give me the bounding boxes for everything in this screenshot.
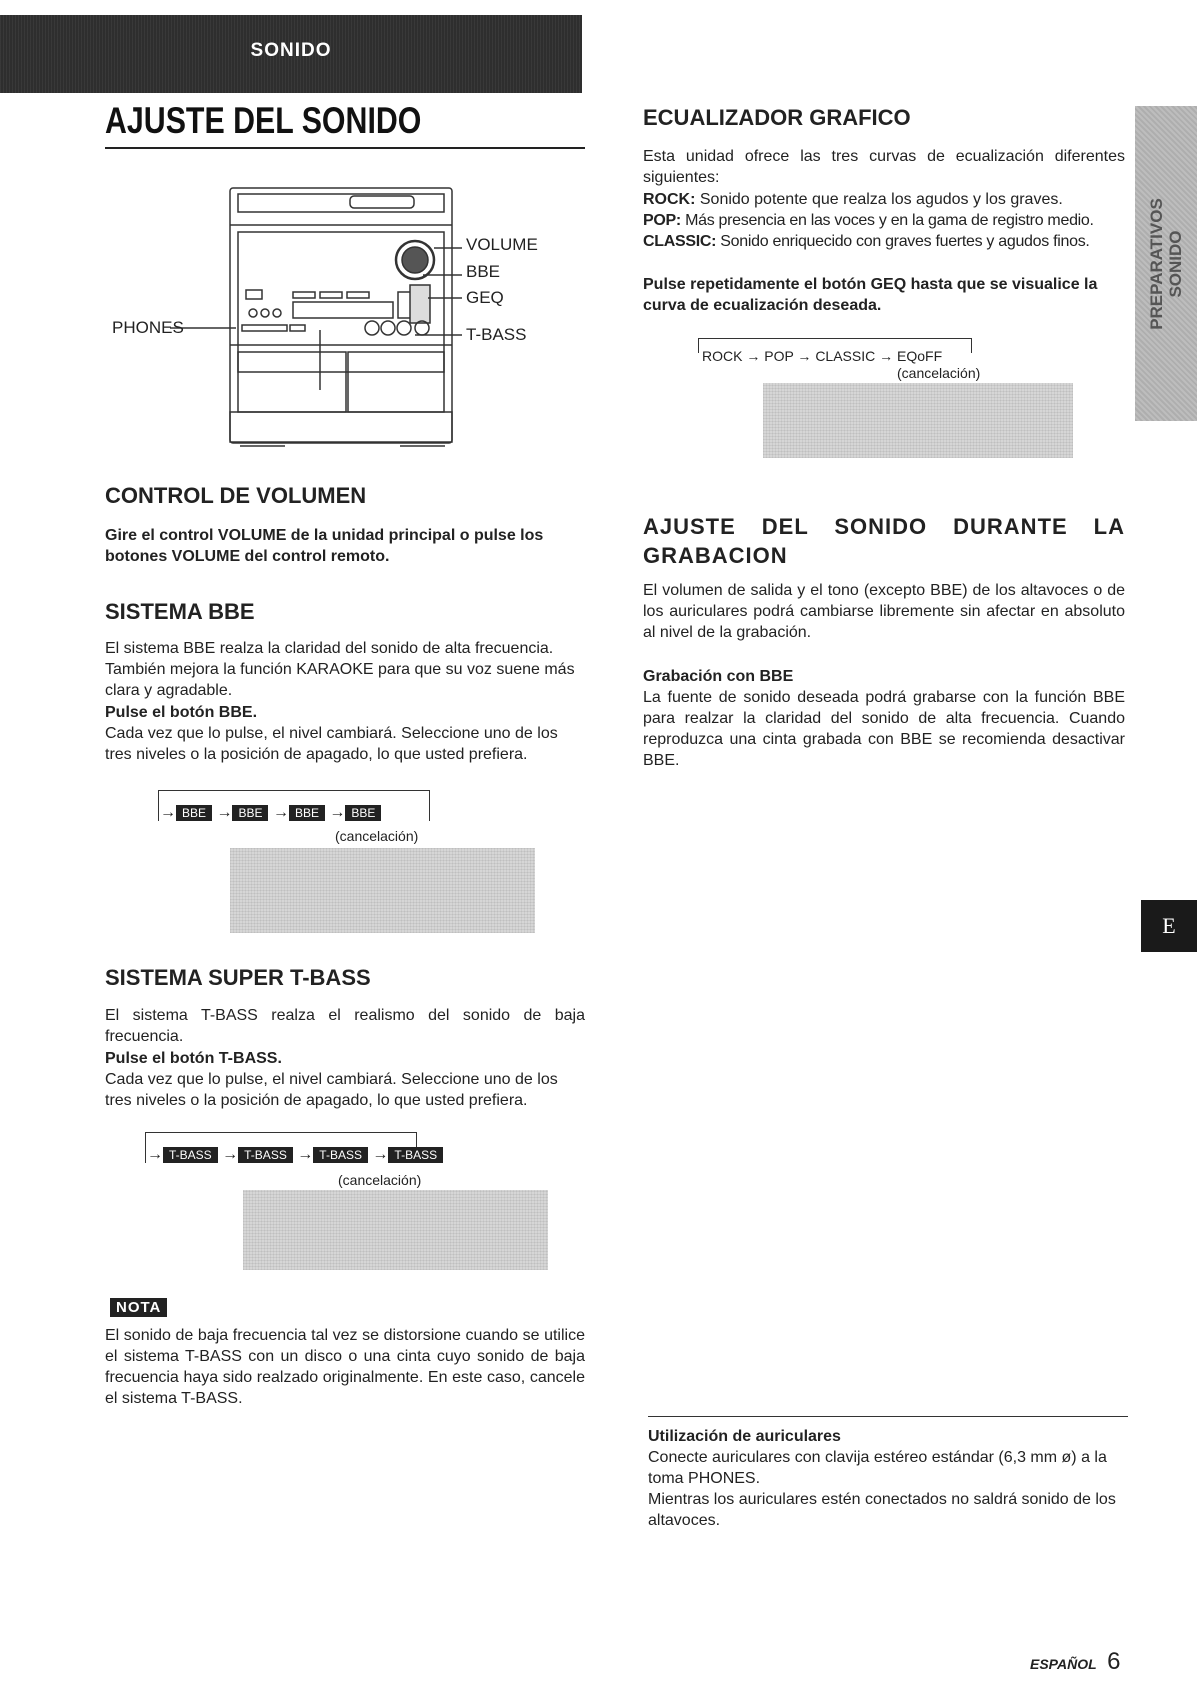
pop-text: Más presencia en las voces y en la gama de registro medio. — [680, 212, 1094, 229]
bbe-chip: BBE — [176, 805, 212, 821]
rock-line — [643, 189, 1133, 210]
ecualizador-intro: Esta unidad ofrece las tres curvas de ecualización diferentes siguientes: — [643, 148, 1125, 186]
page-number: 6 — [1107, 1648, 1121, 1675]
pop-label: POP: — [643, 212, 681, 229]
auriculares-title: Utilización de auriculares — [648, 1428, 841, 1445]
phones-label: PHONES — [112, 318, 184, 337]
rock-label: ROCK: — [643, 191, 696, 208]
tbass-cancel-label: (cancelación) — [338, 1172, 422, 1188]
grabacion-sub-text: La fuente de sonido deseada podrá grabarse con la función BBE para realzar la claridad del sonido de alta frecuencia. Cuando reproduzca una cinta grabada con BBE se recomienda desactivar BBE. — [643, 689, 1125, 769]
side-section-tab — [1135, 106, 1197, 421]
geq-label: GEQ — [466, 288, 504, 307]
tbass-sequence: → T-BASS → T-BASS → T-BASS → T-BASS — [147, 1146, 443, 1164]
page-title: AJUSTE DEL SONIDO — [105, 100, 422, 141]
classic-label: CLASSIC: — [643, 233, 717, 250]
tbass-chip: T-BASS — [388, 1147, 443, 1163]
auriculares-divider — [648, 1416, 1128, 1417]
bbe-cancel-label: (cancelación) — [335, 828, 419, 844]
tbass-display-illustration — [243, 1190, 548, 1270]
tbass-chip: T-BASS — [313, 1147, 368, 1163]
grabacion-sub-title: Grabación con BBE — [643, 668, 794, 685]
sistema-bbe-heading: SISTEMA BBE — [105, 599, 255, 624]
rock-text: Sonido potente que realza los agudos y los graves. — [695, 191, 1063, 208]
classic-line — [643, 231, 1133, 252]
control-volumen-instruction: Gire el control VOLUME de la unidad principal o pulse los botones VOLUME del control remoto. — [105, 527, 544, 565]
language-tab: E — [1141, 900, 1197, 952]
classic-text: Sonido enriquecido con graves fuertes y agudos finos. — [716, 233, 1090, 250]
tbass-chip: T-BASS — [238, 1147, 293, 1163]
sistema-tbass-heading: SISTEMA SUPER T-BASS — [105, 965, 371, 990]
page-footer — [1030, 1648, 1120, 1676]
nota-badge: NOTA — [110, 1298, 167, 1317]
sistema-bbe-text: El sistema BBE realza la claridad del sonido de alta frecuencia. También mejora la función KARAOKE para que su voz suene más clara y agradable. — [105, 640, 575, 699]
pop-line — [643, 210, 1133, 231]
side-tab-line1: PREPARATIVOS — [1147, 197, 1166, 330]
bbe-chip: BBE — [232, 805, 268, 821]
footer-language: ESPAÑOL — [1030, 1656, 1097, 1672]
bbe-chip: BBE — [345, 805, 381, 821]
side-tab-line2: SONIDO — [1166, 229, 1185, 298]
nota-text: El sonido de baja frecuencia tal vez se distorsione cuando se utilice el sistema T-BASS con un disco o una cinta cuyo sonido de baja frecuencia haya sido realzado originalmente. En este caso, cancele el sistema T-BASS. — [105, 1327, 585, 1407]
side-tab-label — [1147, 198, 1185, 330]
sistema-tbass-text: El sistema T-BASS realza el realismo del sonido de baja frecuencia. — [105, 1007, 585, 1045]
sistema-bbe-instruction: Pulse el botón BBE. — [105, 704, 258, 721]
ecualizador-instruction: Pulse repetidamente el botón GEQ hasta que se visualice la curva de ecualización deseada. — [643, 276, 1098, 314]
control-volumen-heading: CONTROL DE VOLUMEN — [105, 483, 367, 508]
geq-display-illustration — [763, 383, 1073, 458]
auriculares-text1: Conecte auriculares con clavija estéreo estándar (6,3 mm ø) a la toma PHONES. — [648, 1449, 1107, 1487]
auriculares-text2: Mientras los auriculares estén conectados no saldrá sonido de los altavoces. — [648, 1491, 1116, 1529]
grabacion-heading: AJUSTE DEL SONIDO DURANTE LA GRABACION — [643, 514, 1125, 568]
grabacion-text: El volumen de salida y el tono (excepto BBE) de los altavoces o de los auriculares podrá cambiarse libremente sin afectar en absoluto al nivel de la grabación. — [643, 582, 1125, 641]
title-underline — [105, 147, 585, 149]
tbass-chip: T-BASS — [163, 1147, 218, 1163]
section-header-label: SONIDO — [250, 40, 332, 61]
bbe-label: BBE — [466, 262, 501, 281]
bbe-sequence: → BBE → BBE → BBE → BBE — [160, 804, 381, 822]
sistema-tbass-text2: Cada vez que lo pulse, el nivel cambiará. Seleccione uno de los tres niveles o la posición de apagado, lo que usted prefiera. — [105, 1071, 558, 1109]
ecualizador-heading: ECUALIZADOR GRAFICO — [643, 105, 911, 130]
sistema-tbass-instruction: Pulse el botón T-BASS. — [105, 1050, 282, 1067]
sistema-bbe-text2: Cada vez que lo pulse, el nivel cambiará. Seleccione uno de los tres niveles o la posición de apagado, lo que usted prefiera. — [105, 725, 558, 763]
geq-sequence: ROCK → POP → CLASSIC → EQoFF — [702, 348, 943, 364]
bbe-chip: BBE — [289, 805, 325, 821]
tbass-label: T-BASS — [466, 325, 527, 344]
geq-cancel-label: (cancelación) — [897, 365, 981, 381]
volume-label: VOLUME — [466, 235, 538, 254]
bbe-display-illustration — [230, 848, 535, 933]
